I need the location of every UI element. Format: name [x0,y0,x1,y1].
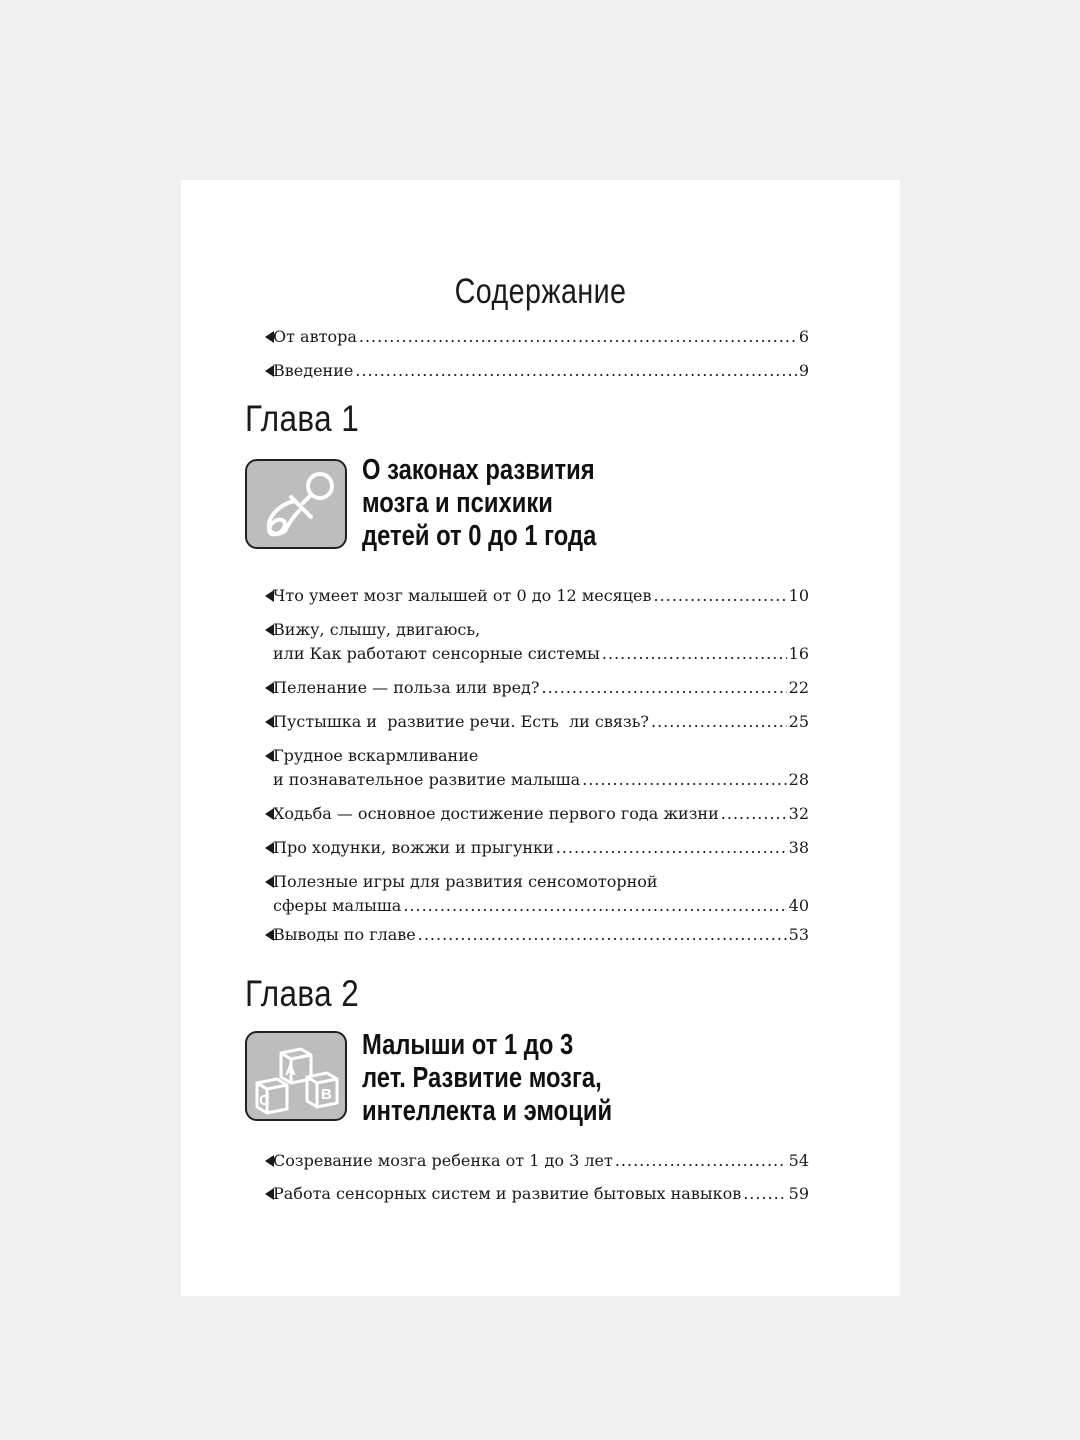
entry-title: Ходьба — основное достижение первого года жизни [273,804,719,823]
chapter-2-label: Глава 2 [245,973,360,1014]
entry-page: 22 [788,678,809,697]
entry-title: Пустышка и развитие речи. Есть ли связь? [273,712,649,731]
dot-leader [541,676,786,700]
dot-leader [654,584,787,608]
bullet-triangle-icon [265,365,274,377]
chapter-1-heading-line: детей от 0 до 1 года [362,520,597,552]
chapter-1-label: Глава 1 [245,398,360,439]
toc-entry[interactable] [273,870,809,918]
dot-leader [556,836,787,860]
dot-leader [651,710,787,734]
entry-page: 16 [788,644,809,663]
dot-leader [403,894,786,918]
entry-title: сферы малыша [273,896,402,915]
entry-page: 59 [788,1184,809,1203]
entry-title: Выводы по главе [273,925,416,944]
entry-page: 10 [788,586,809,605]
toc-entry[interactable] [273,802,809,826]
toc-title: Содержание [454,272,627,311]
toc-entry[interactable] [273,923,809,947]
bullet-triangle-icon [265,624,274,636]
entry-page: 6 [798,327,809,346]
entry-title: Созревание мозга ребенка от 1 до 3 лет [273,1151,613,1170]
block-letter: C [259,1092,270,1109]
entry-page: 25 [788,712,809,731]
dot-leader [418,923,787,947]
bullet-triangle-icon [265,808,274,820]
chapter-2-heading [362,1029,612,1128]
entry-title-line1: Вижу, слышу, двигаюсь, [273,620,481,639]
bullet-triangle-icon [265,876,274,888]
toc-entry[interactable] [273,836,809,860]
toc-entry[interactable] [273,710,809,734]
dot-leader [582,768,787,792]
entry-title: Что умеет мозг малышей от 0 до 12 месяцев [273,586,652,605]
toc-entry-from-author[interactable] [273,325,809,349]
dot-leader [743,1182,786,1206]
toc-entry[interactable] [273,1149,809,1173]
chapter-2-heading-line: интеллекта и эмоций [362,1095,613,1127]
block-letter: A [285,1062,296,1079]
bullet-triangle-icon [265,1188,274,1200]
dot-leader [615,1149,787,1173]
bullet-triangle-icon [265,929,274,941]
bullet-triangle-icon [265,1155,274,1167]
entry-title: Пеленание — польза или вред? [273,678,540,697]
chapter-1-heading [362,454,596,553]
dot-leader [359,325,797,349]
block-letter: B [321,1086,332,1103]
entry-page: 53 [788,925,809,944]
entry-title: От автора [273,327,357,346]
entry-page: 9 [798,361,809,380]
entry-title: и познавательное развитие малыша [273,770,581,789]
toc-entry[interactable] [273,744,809,792]
entry-title: или Как работают сенсорные системы [273,644,600,663]
toc-entry[interactable] [273,618,809,666]
alphabet-blocks-icon [245,1031,347,1121]
entry-title: Введение [273,361,354,380]
chapter-1-heading-line: О законах развития [362,454,595,486]
bullet-triangle-icon [265,842,274,854]
toc-entry[interactable] [273,1182,809,1206]
toc-entry[interactable] [273,584,809,608]
entry-title-line1: Полезные игры для развития сенсомоторной [273,872,658,891]
bullet-triangle-icon [265,750,274,762]
entry-title: Про ходунки, вожжи и прыгунки [273,838,554,857]
chapter-1-heading-line: мозга и психики [362,487,553,519]
bullet-triangle-icon [265,331,274,343]
dot-leader [602,642,787,666]
entry-page: 32 [788,804,809,823]
chapter-2-heading-line: лет. Развитие мозга, [362,1062,602,1094]
bullet-triangle-icon [265,716,274,728]
entry-page: 28 [788,770,809,789]
chapter-2-heading-line: Малыши от 1 до 3 [362,1029,574,1061]
entry-title-line1: Грудное вскармливание [273,746,479,765]
toc-entry-introduction[interactable] [273,359,809,383]
entry-page: 54 [788,1151,809,1170]
toc-entry[interactable] [273,676,809,700]
bullet-triangle-icon [265,590,274,602]
entry-page: 40 [788,896,809,915]
dot-leader [721,802,787,826]
book-page [181,180,900,1296]
bullet-triangle-icon [265,682,274,694]
entry-title: Работа сенсорных систем и развитие бытовых навыков [273,1184,742,1203]
dot-leader [355,359,796,383]
pacifier-icon [245,459,347,549]
entry-page: 38 [788,838,809,857]
